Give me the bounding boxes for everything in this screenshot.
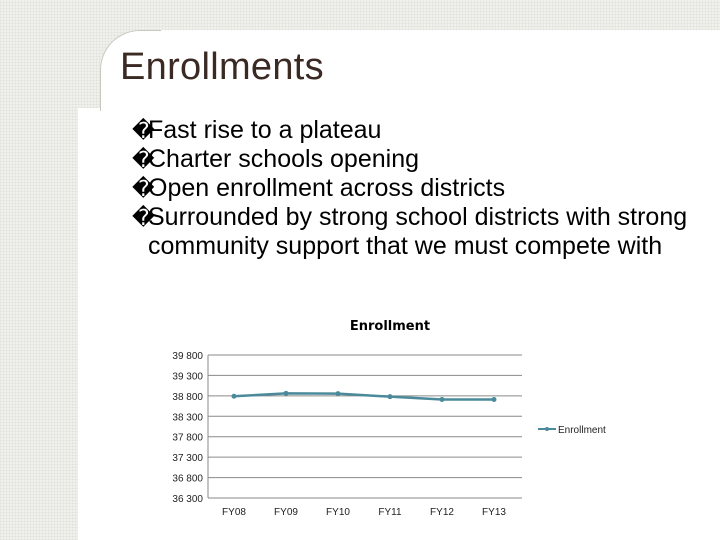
x-tick-label: FY08 <box>222 507 246 518</box>
y-tick-label: 37 800 <box>172 432 203 444</box>
bullet-text: Surrounded by strong school districts with strong community support that we must compete with <box>148 203 688 260</box>
y-tick-label: 39 800 <box>172 351 203 362</box>
data-point <box>336 391 341 396</box>
y-tick-label: 38 300 <box>172 412 203 424</box>
x-tick-label: FY13 <box>482 507 506 518</box>
data-point <box>388 394 393 399</box>
bullet-text: Charter schools opening <box>148 145 419 173</box>
bullet-text: Fast rise to a plateau <box>148 116 382 144</box>
y-tick-label: 36 800 <box>172 473 203 485</box>
y-tick-label: 39 300 <box>172 371 203 383</box>
y-tick-label: 38 800 <box>172 391 203 403</box>
chart-title: Enrollment <box>349 319 431 334</box>
page-title: Enrollments <box>120 46 324 88</box>
data-point <box>440 397 445 402</box>
legend-marker-icon <box>545 427 549 431</box>
x-tick-label: FY10 <box>326 507 350 518</box>
data-point <box>284 391 289 396</box>
bullet-text: Open enrollment across districts <box>148 174 506 202</box>
data-point <box>492 397 497 402</box>
bullet-icon: � <box>132 118 155 143</box>
data-point <box>232 394 237 399</box>
series-line <box>234 393 494 399</box>
y-tick-label: 37 300 <box>172 453 203 465</box>
bullet-icon: � <box>132 205 155 230</box>
x-tick-label: FY11 <box>378 507 402 518</box>
legend-label: Enrollment <box>558 425 606 436</box>
x-tick-label: FY09 <box>274 507 298 518</box>
y-tick-label: 36 300 <box>172 494 203 505</box>
bullet-icon: � <box>132 176 155 201</box>
bullet-icon: � <box>132 147 155 172</box>
x-tick-label: FY12 <box>430 507 454 518</box>
